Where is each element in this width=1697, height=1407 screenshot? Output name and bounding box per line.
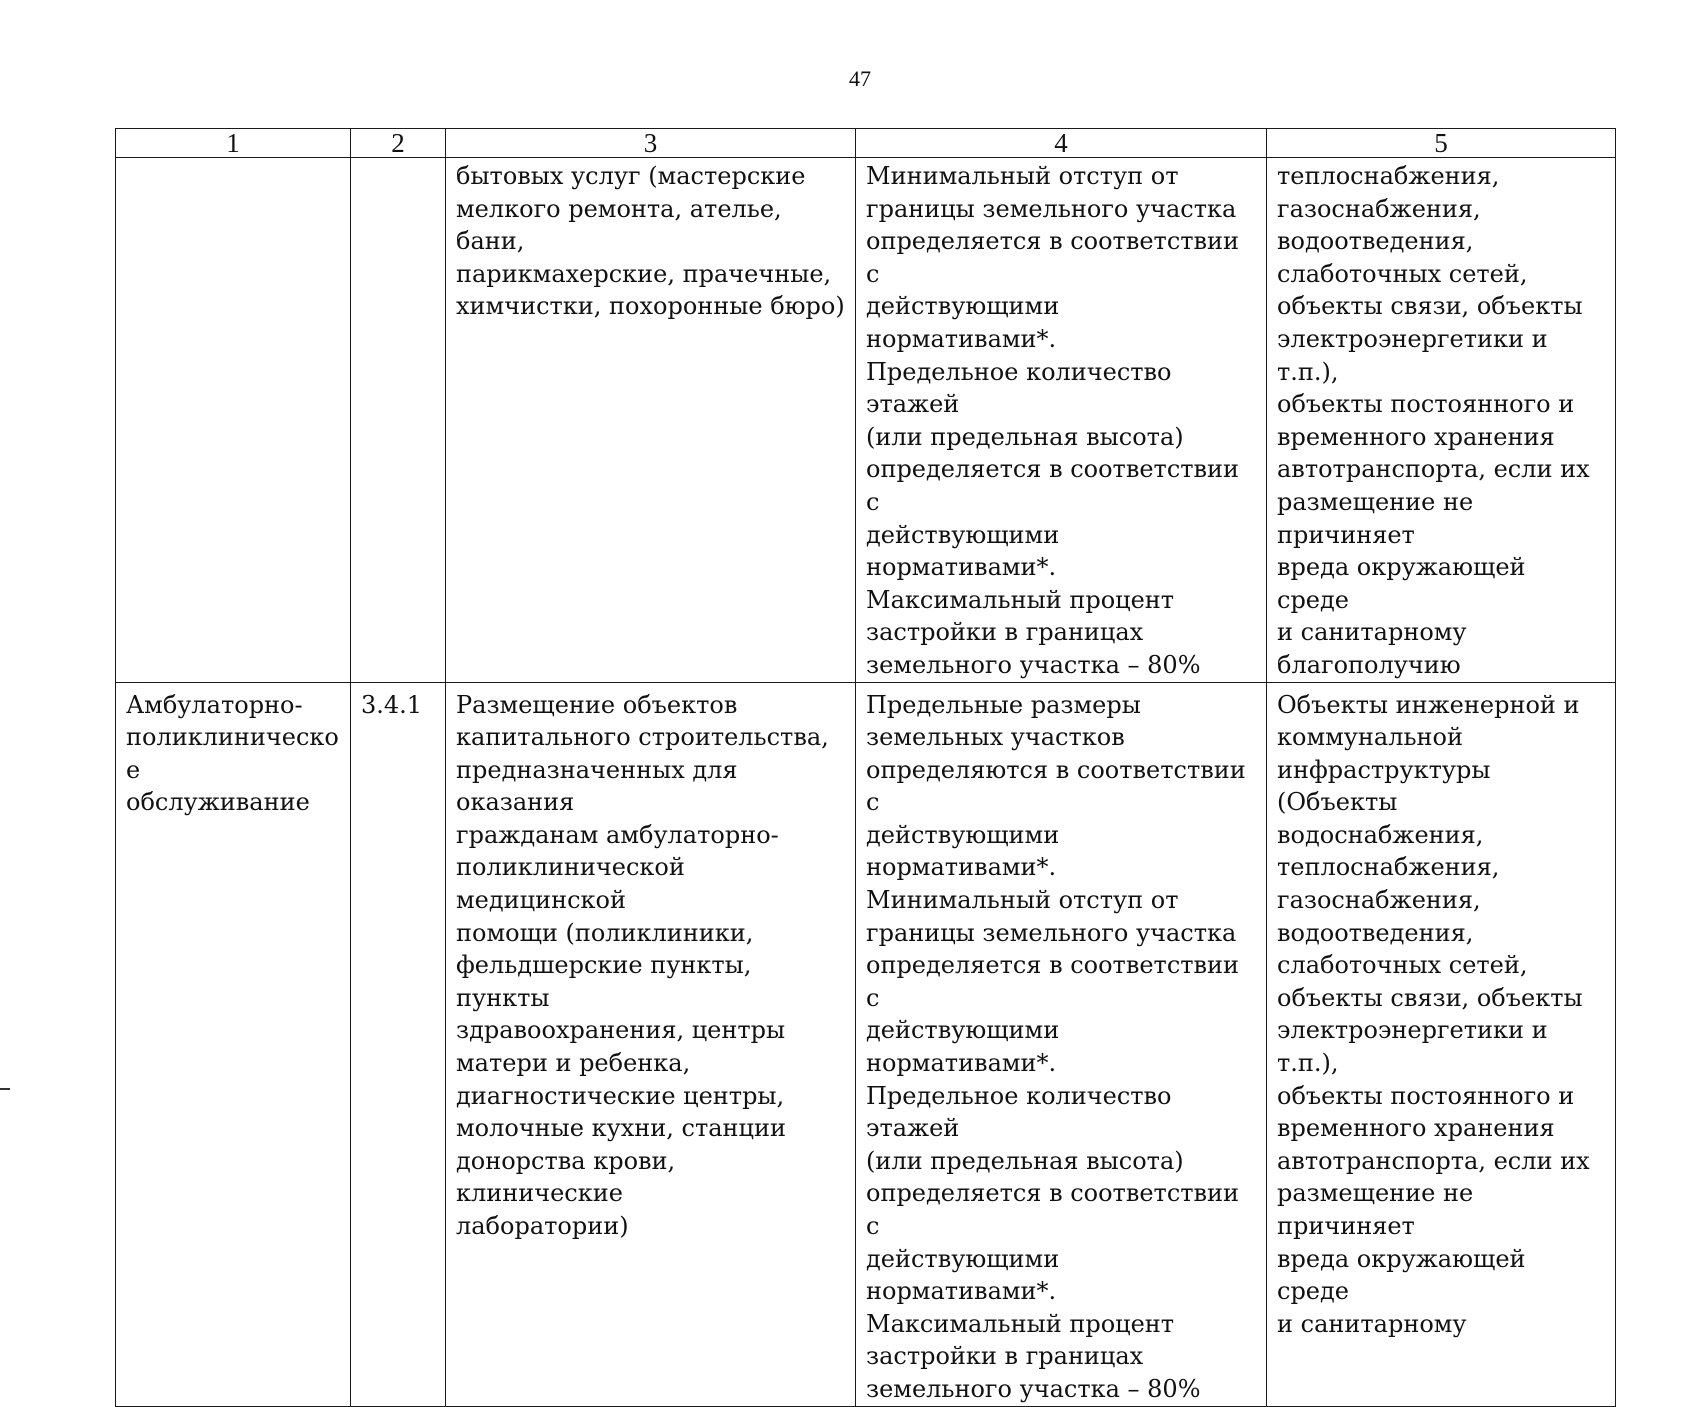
- cell-text: Объекты инженерной и коммунальной инфраструктуры (Объекты водоснабжения, теплоснабжения, газоснабжения, водоотведения, слаботочных сетей, объекты связи, объекты электроэнергетики и т.п.), объекты постоянного и временного хранения автотранспорта, если их размещение не причиняет вреда окружающей среде и санитарному: [1277, 690, 1590, 1338]
- cell-use-name: [116, 682, 351, 1406]
- cell-use-code: [351, 682, 446, 1406]
- table-row: [116, 682, 1616, 1406]
- cell-auxiliary-uses: [1267, 682, 1616, 1406]
- page-number: 47: [849, 66, 871, 91]
- header-col-1: 1: [116, 129, 351, 158]
- cell-use-description: [446, 158, 856, 683]
- margin-mark: [0, 1088, 10, 1090]
- cell-use-name: [116, 158, 351, 683]
- cell-text: бытовых услуг (мастерские мелкого ремонта, ателье, бани, парикмахерские, прачечные, химчистки, похоронные бюро): [456, 162, 845, 321]
- cell-auxiliary-uses: [1267, 158, 1616, 683]
- zoning-table: [115, 128, 1616, 1407]
- cell-use-code: [351, 158, 446, 683]
- table-row: [116, 158, 1616, 683]
- cell-text: 3.4.1: [361, 690, 423, 719]
- cell-parameters: [856, 682, 1267, 1406]
- header-col-2: 2: [351, 129, 446, 158]
- header-col-4: 4: [856, 129, 1267, 158]
- cell-text: Минимальный отступ от границы земельного участка определяется в соответствии с действующими нормативами*. Предельное количество этажей (или предельная высота) определяется в соответствии с действующими нормативами*. Максимальный процент застройки в границах земельного участка – 80%: [866, 162, 1240, 679]
- cell-text: теплоснабжения, газоснабжения, водоотведения, слаботочных сетей, объекты связи, объекты электроэнергетики и т.п.), объекты постоянного и временного хранения автотранспорта, если их размещение не причиняет вреда окружающей среде и санитарному благополучию: [1277, 162, 1590, 679]
- cell-text: Предельные размеры земельных участков определяются в соответствии с действующими нормативами*. Минимальный отступ от границы земельного участка определяется в соответствии с действующими нормативами*. Предельное количество этажей (или предельная высота) определяется в соответствии с действующими нормативами*. Максимальный процент застройки в границах земельного участка – 80%: [866, 690, 1246, 1403]
- table-header-row: [116, 129, 1616, 158]
- cell-use-description: [446, 682, 856, 1406]
- cell-text: Размещение объектов капитального строительства, предназначенных для оказания гражданам амбулаторно- поликлинической медицинской помощи (поликлиники, фельдшерские пункты, пункты здравоохранения, центры матери и ребенка, диагностические центры, молочные кухни, станции донорства крови, клинические лаборатории): [456, 690, 829, 1240]
- cell-parameters: [856, 158, 1267, 683]
- cell-text: Амбулаторно- поликлиническое обслуживание: [126, 690, 339, 817]
- header-col-5: 5: [1267, 129, 1616, 158]
- header-col-3: 3: [446, 129, 856, 158]
